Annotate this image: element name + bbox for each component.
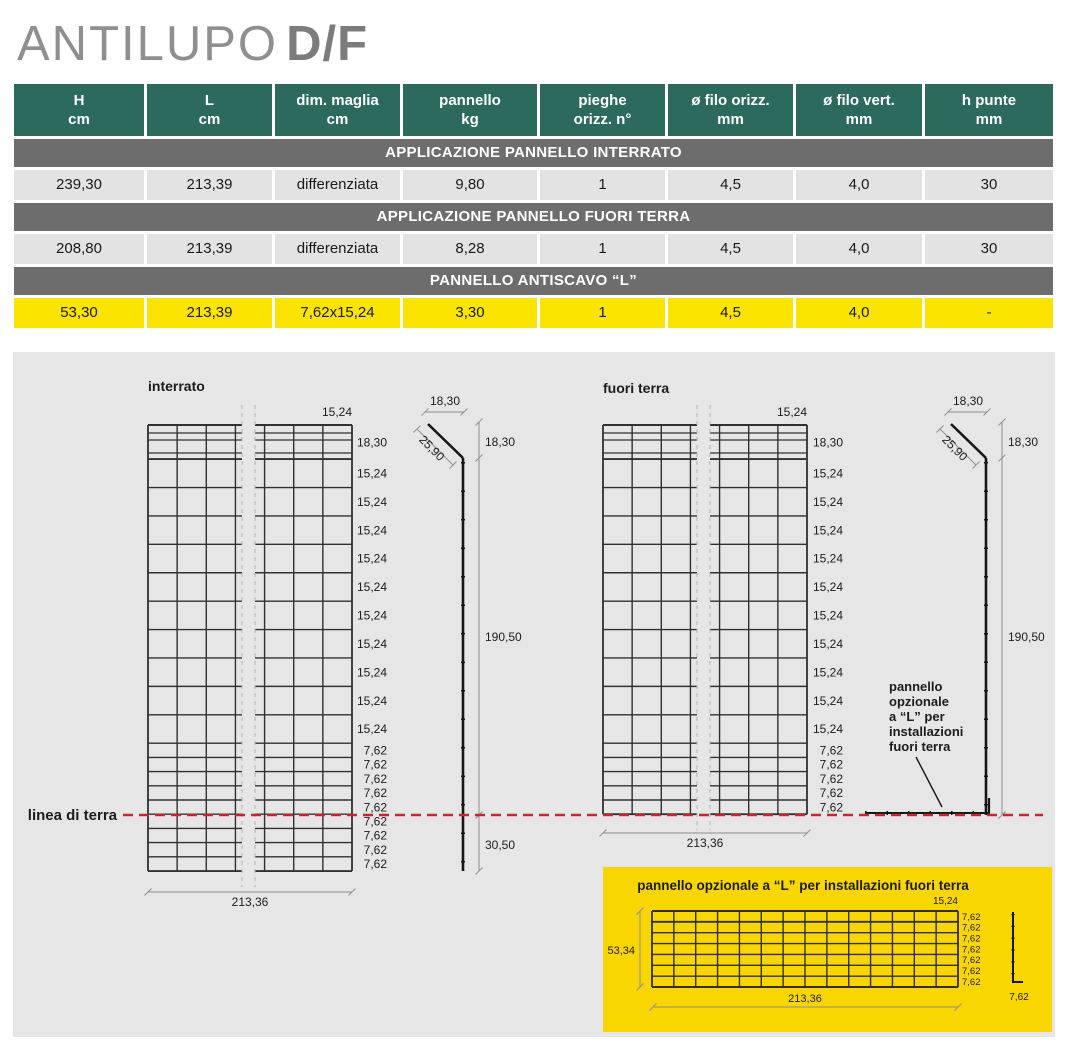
row-spacing-label: 15,24 — [812, 608, 843, 623]
mesh-width-label: 15,24 — [932, 896, 958, 907]
row-spacing-label: 7,62 — [363, 743, 387, 758]
table-cell: 4,5 — [668, 170, 793, 200]
table-cell: 3,30 — [403, 298, 537, 328]
column-header-line: dim. maglia — [296, 92, 379, 109]
row-spacing-label: 15,24 — [812, 693, 843, 708]
row-spacing-label: 7,62 — [819, 800, 843, 815]
row-spacing-label: 15,24 — [356, 580, 387, 595]
dim-label: 190,50 — [1008, 630, 1045, 644]
column-header-line: mm — [975, 111, 1003, 128]
dim-label: 18,30 — [429, 394, 461, 408]
row-spacing-label: 7,62 — [962, 922, 981, 934]
row-spacing-label: 7,62 — [363, 828, 387, 843]
row-spacing-label: 7,62 — [363, 786, 387, 801]
technical-diagram-panel — [13, 352, 1055, 1037]
row-spacing-label: 15,24 — [356, 523, 387, 538]
row-spacing-label: 18,30 — [356, 435, 387, 450]
row-spacing-label: 15,24 — [356, 608, 387, 623]
column-header — [147, 84, 272, 136]
column-header-line: orizz. n° — [573, 111, 632, 128]
width-label: 213,36 — [788, 993, 822, 1005]
column-header — [14, 84, 144, 136]
table-cell: 213,39 — [147, 298, 272, 328]
row-spacing-label: 15,24 — [812, 665, 843, 680]
dim-label: 18,30 — [485, 435, 516, 449]
column-header-line: pieghe — [578, 92, 627, 109]
row-spacing-label: 7,62 — [363, 842, 387, 857]
row-spacing-label: 15,24 — [356, 693, 387, 708]
row-spacing-label: 15,24 — [356, 665, 387, 680]
dim-label: 190,50 — [485, 630, 522, 644]
note-line: pannello — [889, 679, 943, 694]
product-model: D/F — [286, 17, 368, 71]
table-cell: 1 — [540, 234, 665, 264]
panel-break-mask — [697, 405, 710, 830]
product-name: ANTILUPO — [17, 17, 279, 71]
table-cell: 1 — [540, 298, 665, 328]
row-spacing-label: 18,30 — [812, 435, 843, 450]
section-band: APPLICAZIONE PANNELLO FUORI TERRA — [14, 203, 1053, 231]
table-cell: differenziata — [275, 234, 400, 264]
row-spacing-label: 7,62 — [819, 771, 843, 786]
row-spacing-label: 15,24 — [812, 494, 843, 509]
table-cell: 4,0 — [796, 170, 922, 200]
width-label: 213,36 — [686, 836, 724, 850]
spec-table — [14, 84, 1053, 328]
dim-label: 18,30 — [952, 394, 984, 408]
row-spacing-label: 15,24 — [812, 636, 843, 651]
table-cell: 1 — [540, 170, 665, 200]
section-band: APPLICAZIONE PANNELLO INTERRATO — [14, 139, 1053, 167]
row-spacing-label: 7,62 — [363, 800, 387, 815]
column-header — [275, 84, 400, 136]
row-spacing-label: 7,62 — [363, 857, 387, 872]
column-header — [403, 84, 537, 136]
row-spacing-label: 15,24 — [812, 580, 843, 595]
technical-diagram — [13, 352, 1055, 1037]
column-header-line: mm — [845, 111, 873, 128]
foot-label: 7,62 — [1009, 992, 1029, 1003]
column-header-line: L — [204, 92, 215, 109]
mesh-width-label: 15,24 — [776, 405, 807, 419]
height-label: 53,34 — [607, 945, 635, 957]
note-line: opzionale — [889, 694, 949, 709]
note-line: a “L” per — [889, 709, 945, 724]
below-ground-label: 30,50 — [485, 838, 516, 852]
ground-label: linea di terra — [27, 807, 117, 824]
row-spacing-label: 15,24 — [356, 636, 387, 651]
table-cell: 30 — [925, 170, 1053, 200]
column-header-line: cm — [68, 111, 90, 128]
row-spacing-label: 7,62 — [962, 911, 981, 923]
row-spacing-label: 15,24 — [812, 523, 843, 538]
dim-label: 25,90 — [939, 432, 971, 464]
table-cell: 30 — [925, 234, 1053, 264]
row-spacing-label: 7,62 — [819, 743, 843, 758]
row-spacing-label: 7,62 — [819, 757, 843, 772]
table-cell: 213,39 — [147, 234, 272, 264]
row-spacing-label: 7,62 — [819, 786, 843, 801]
table-cell: 7,62x15,24 — [275, 298, 400, 328]
column-header-line: mm — [717, 111, 744, 128]
row-spacing-label: 7,62 — [363, 757, 387, 772]
row-spacing-label: 7,62 — [363, 814, 387, 829]
row-spacing-label: 15,24 — [356, 494, 387, 509]
column-header — [796, 84, 922, 136]
table-cell: 4,0 — [796, 298, 922, 328]
note-pointer-line — [916, 757, 942, 807]
table-cell: differenziata — [275, 170, 400, 200]
optional-box-title: pannello opzionale a “L” per installazioni fuori terra — [637, 878, 969, 893]
dim-label: 25,90 — [416, 432, 448, 464]
table-cell: 213,39 — [147, 170, 272, 200]
column-header-line: ø filo vert. — [823, 92, 895, 109]
panel-title: interrato — [148, 378, 205, 394]
table-cell: 4,5 — [668, 298, 793, 328]
column-header — [668, 84, 793, 136]
column-header — [925, 84, 1053, 136]
width-label: 213,36 — [231, 895, 269, 909]
dim-label: 18,30 — [1008, 435, 1039, 449]
note-line: installazioni — [889, 724, 964, 739]
mesh-width-label: 15,24 — [321, 405, 352, 419]
column-header-line: h punte — [961, 92, 1017, 109]
row-spacing-label: 7,62 — [962, 955, 981, 967]
row-spacing-label: 15,24 — [812, 722, 843, 737]
column-header-line: cm — [198, 111, 221, 128]
note-line: fuori terra — [889, 739, 951, 754]
row-spacing-label: 7,62 — [962, 976, 981, 988]
row-spacing-label: 7,62 — [962, 966, 981, 978]
row-spacing-label: 15,24 — [812, 551, 843, 566]
row-spacing-label: 7,62 — [962, 944, 981, 956]
column-header-line: H — [73, 92, 85, 109]
table-cell: 208,80 — [14, 234, 144, 264]
table-cell: 4,0 — [796, 234, 922, 264]
table-cell: 9,80 — [403, 170, 537, 200]
row-spacing-label: 15,24 — [356, 722, 387, 737]
column-header-line: ø filo orizz. — [691, 92, 770, 109]
column-header-line: cm — [326, 111, 349, 128]
row-spacing-label: 7,62 — [363, 771, 387, 786]
table-cell: 4,5 — [668, 234, 793, 264]
row-spacing-label: 15,24 — [356, 466, 387, 481]
column-header-line: pannello — [439, 92, 501, 109]
panel-title: fuori terra — [603, 380, 670, 396]
table-cell: 8,28 — [403, 234, 537, 264]
page-title — [17, 16, 368, 72]
row-spacing-label: 15,24 — [356, 551, 387, 566]
table-cell: 239,30 — [14, 170, 144, 200]
table-cell: 53,30 — [14, 298, 144, 328]
section-band: PANNELLO ANTISCAVO “L” — [14, 267, 1053, 295]
row-spacing-label: 7,62 — [962, 933, 981, 945]
row-spacing-label: 15,24 — [812, 466, 843, 481]
column-header — [540, 84, 665, 136]
column-header-line: kg — [461, 111, 479, 128]
table-cell: - — [925, 298, 1053, 328]
